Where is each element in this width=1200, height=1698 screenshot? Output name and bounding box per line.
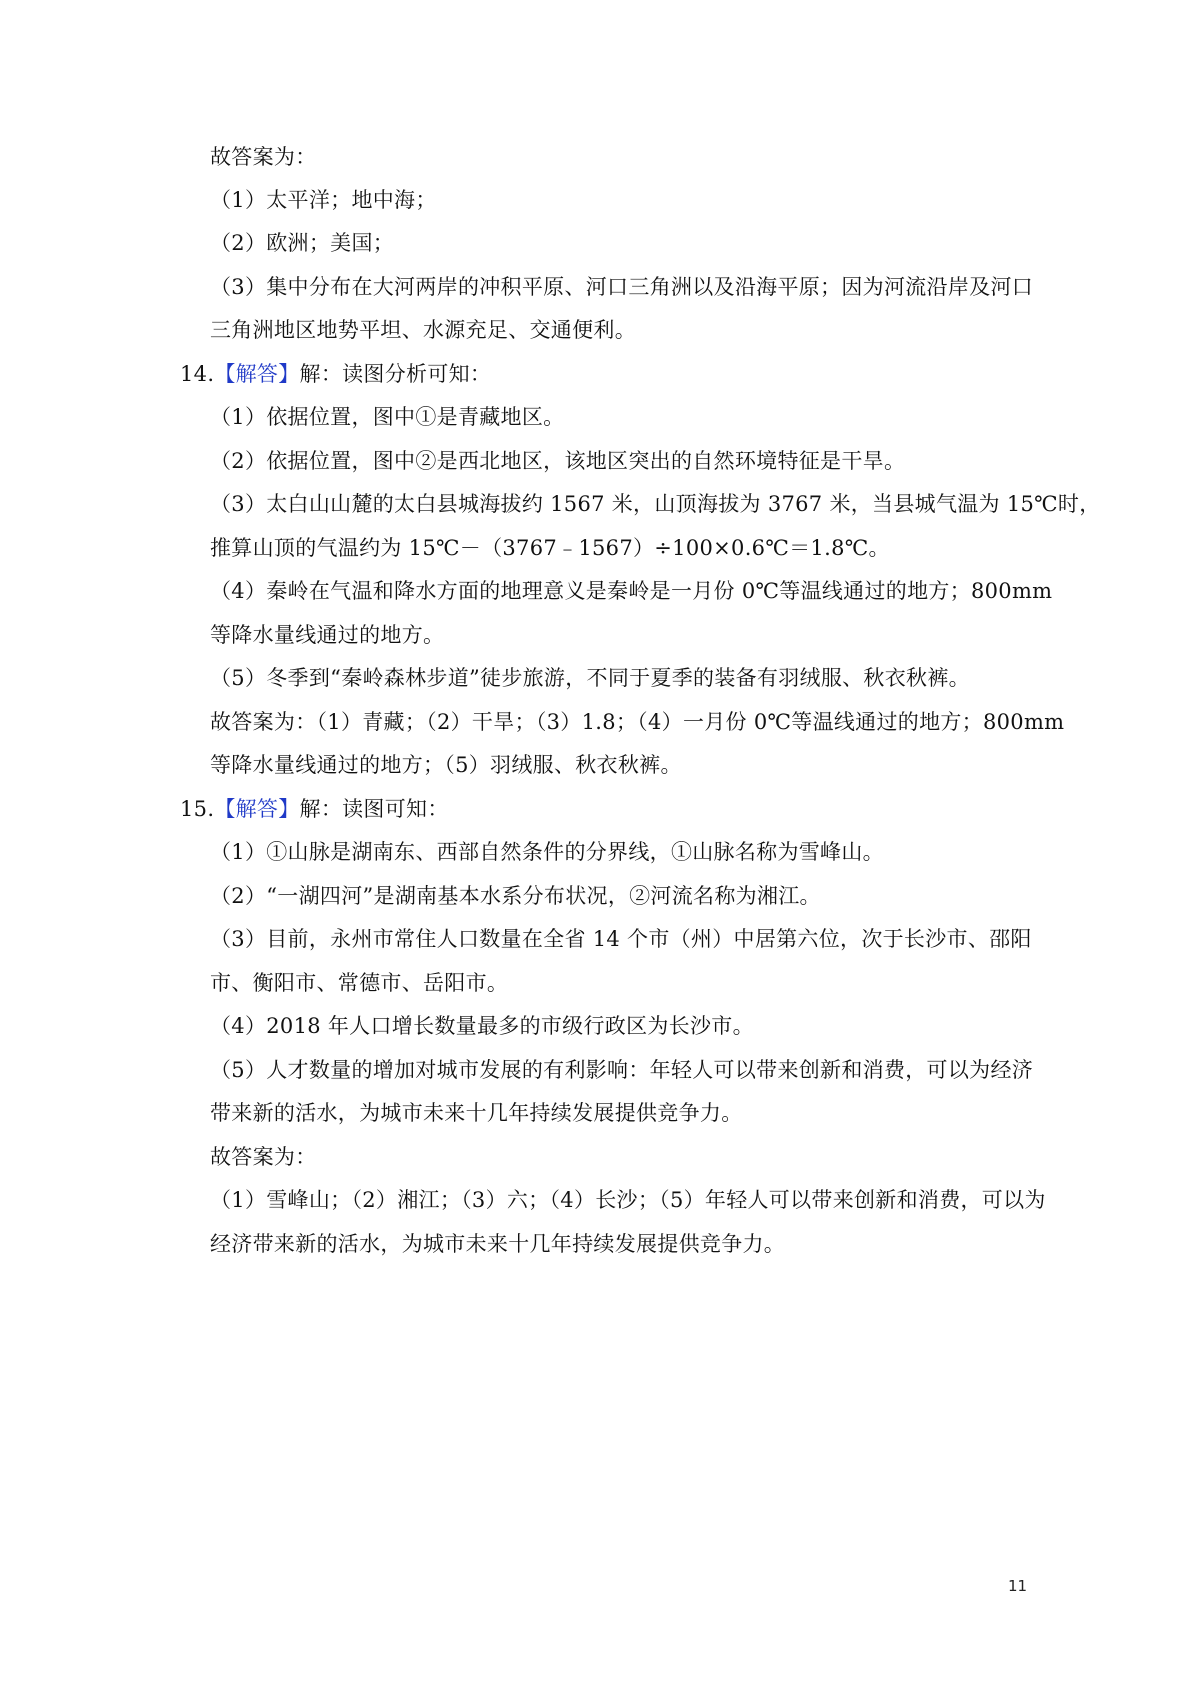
s15-heading xyxy=(180,794,449,824)
s14-line-1: （1）依据位置，图中①是青藏地区。 xyxy=(210,405,565,429)
s14-line-4: 推算山顶的气温约为 15℃－（3767﹣1567）÷100×0.6℃＝1.8℃。 xyxy=(210,536,890,560)
s14-line-2: （2）依据位置，图中②是西北地区，该地区突出的自然环境特征是干旱。 xyxy=(210,449,906,473)
s14-number: 14. xyxy=(180,362,215,386)
s13-answer-3-cont: 三角洲地区地势平坦、水源充足、交通便利。 xyxy=(210,318,636,342)
s15-summary-intro: 故答案为： xyxy=(210,1145,317,1169)
s15-line-2: （2）“一湖四河”是湖南基本水系分布状况，②河流名称为湘江。 xyxy=(210,884,821,908)
s15-answer-tag: 【解答】 xyxy=(214,797,300,821)
s14-line-7: （5）冬季到“秦岭森林步道”徒步旅游，不同于夏季的装备有羽绒服、秋衣秋裤。 xyxy=(210,666,970,690)
page-number: 11 xyxy=(1008,1577,1028,1595)
s15-summary-2: 经济带来新的活水，为城市未来十几年持续发展提供竞争力。 xyxy=(210,1232,786,1256)
s14-summary-1: 故答案为：（1）青藏；（2）干旱；（3）1.8；（4）一月份 0℃等温线通过的地方；800mm xyxy=(210,710,1065,734)
s14-lead: 解：读图分析可知： xyxy=(299,362,492,386)
s14-line-6: 等降水量线通过的地方。 xyxy=(210,623,445,647)
s14-line-3: （3）太白山山麓的太白县城海拔约 1567 米，山顶海拔为 3767 米，当县城气温为 15℃时， xyxy=(210,492,1101,516)
s15-lead: 解：读图可知： xyxy=(299,797,449,821)
s15-line-5: （4）2018 年人口增长数量最多的市级行政区为长沙市。 xyxy=(210,1014,754,1038)
s14-line-5: （4）秦岭在气温和降水方面的地理意义是秦岭是一月份 0℃等温线通过的地方；800mm xyxy=(210,579,1053,603)
s15-line-1: （1）①山脉是湖南东、西部自然条件的分界线，①山脉名称为雪峰山。 xyxy=(210,840,884,864)
s15-line-3: （3）目前，永州市常住人口数量在全省 14 个市（州）中居第六位，次于长沙市、邵阳 xyxy=(210,927,1032,951)
s13-answer-1: （1）太平洋；地中海； xyxy=(210,188,437,212)
s15-line-7: 带来新的活水，为城市未来十几年持续发展提供竞争力。 xyxy=(210,1101,743,1125)
s14-summary-2: 等降水量线通过的地方；（5）羽绒服、秋衣秋裤。 xyxy=(210,753,682,777)
s13-intro: 故答案为： xyxy=(210,145,317,169)
s13-answer-3: （3）集中分布在大河两岸的冲积平原、河口三角洲以及沿海平原；因为河流沿岸及河口 xyxy=(210,275,1034,299)
s14-answer-tag: 【解答】 xyxy=(214,362,300,386)
s15-line-4: 市、衡阳市、常德市、岳阳市。 xyxy=(210,971,509,995)
s15-summary-1: （1）雪峰山；（2）湘江；（3）六；（4）长沙；（5）年轻人可以带来创新和消费，可以为 xyxy=(210,1188,1046,1212)
s13-answer-2: （2）欧洲；美国； xyxy=(210,231,395,255)
s15-number: 15. xyxy=(180,797,215,821)
s15-line-6: （5）人才数量的增加对城市发展的有利影响：年轻人可以带来创新和消费，可以为经济 xyxy=(210,1058,1034,1082)
s14-heading xyxy=(180,359,491,389)
